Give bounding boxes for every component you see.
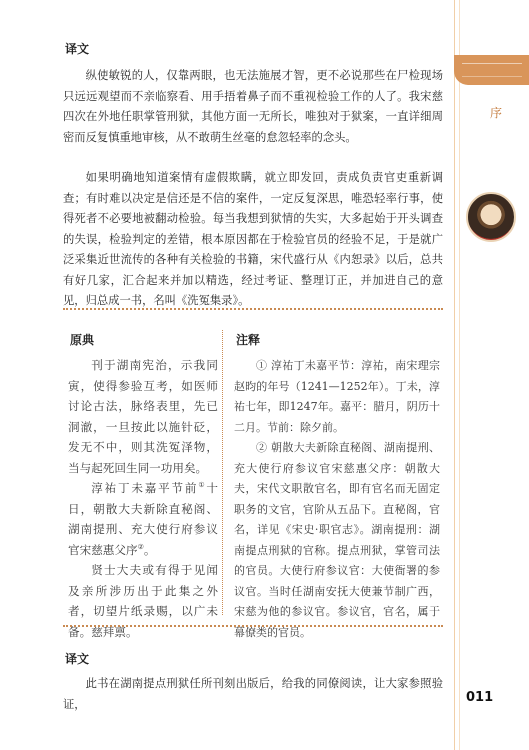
page-number: 011 [466,690,494,705]
original-paragraph: 刊于湖南宪治，示我同寅，使得参验互考，如医师讨论古法，脉络表里，先已洞澈，一旦按此以施针砭，发无不中，则其洗冤泽物，当与起死回生同一功用矣。 [68,358,218,475]
chapter-tab [454,55,529,85]
column-divider [222,330,223,615]
original-paragraph [68,478,218,560]
translation-heading: 译文 [65,42,90,56]
margin-rule-inner [459,0,460,750]
section-divider [63,308,443,310]
notes-heading: 注释 [236,333,261,347]
original-paragraph: 贤士大夫或有得于见闻及亲所涉历出于此集之外者，切望片纸录赐，以广未备。慈拜禀。 [68,563,218,639]
section-divider [63,625,443,627]
original-text: 十日，朝散大夫新除直秘阁、湖南提刑、充大使行府参议官宋慈惠父序 [68,481,218,557]
margin-rule [454,0,455,750]
original-heading: 原典 [70,333,95,347]
original-column [68,355,218,642]
translation-paragraph: 此书在湖南提点刑狱任所刊刻出版后，给我的同僚阅读，让大家参照验证， [63,677,443,711]
translation-heading: 译文 [65,652,90,666]
original-text: 。 [143,542,156,557]
author-portrait [466,192,516,242]
note-item: ① 淳祐丁未嘉平节：淳祐，南宋理宗赵昀的年号（1241—1252年）。丁未，淳祐七年，即1247年。嘉平：腊月，阴历十二月。节前：除夕前。 [234,359,440,434]
translation-paragraph: 纵使敏锐的人，仅靠两眼，也无法施展才智，更不必说那些在尸检现场只远远观望而不亲临察看、用手捂着鼻子而不重视检验工作的人了。我宋慈四次在外地任职掌管刑狱，其他方面一无所长，唯独对于狱案，一直详细周密而反复慎重地审核，从不敢萌生丝毫的怠忽轻率的念头。 [63,69,443,144]
original-text: 淳祐丁未嘉平节前 [91,481,199,495]
footnote-ref: ① [198,481,207,490]
note-item: ② 朝散大夫新除直秘阁、湖南提刑、充大使行府参议官宋慈惠父序：朝散大夫，宋代文职散官名，即有官名而无固定职务的文官，官阶从五品下。直秘阁，官名，详见《宋史·职官志》。湖南提刑：湖南提点刑狱的官称。提点刑狱，掌管司法的官员。大使行府参议官：大使衙署的参议官。当时任湖南安抚大使兼节制广西，宋慈为他的参议官。参议官，官名，属于幕僚类的官员。 [234,441,440,639]
footnote-ref: ② [137,542,144,551]
section-label: 序 [489,106,502,120]
notes-column [234,356,440,643]
translation-paragraph: 如果明确地知道案情有虚假欺瞒，就立即发回，责成负责官吏重新调查；有时难以决定是信还是不信的案件，一定反复深思，唯恐轻率行事，使得死者不必要地被翻动检验。每当我想到狱情的失实，大多起始于开头调查的失误，检验判定的差错，根本原因都在于检验官员的经验不足，于是就广泛采集近世流传的各种有关检验的书籍，宋代盛行从《内恕录》以后，总共有好几家，汇合起来并加以精选，经过考证、整理订正，并加进自己的意见，归总成一书，名叫《洗冤集录》。 [63,171,443,307]
